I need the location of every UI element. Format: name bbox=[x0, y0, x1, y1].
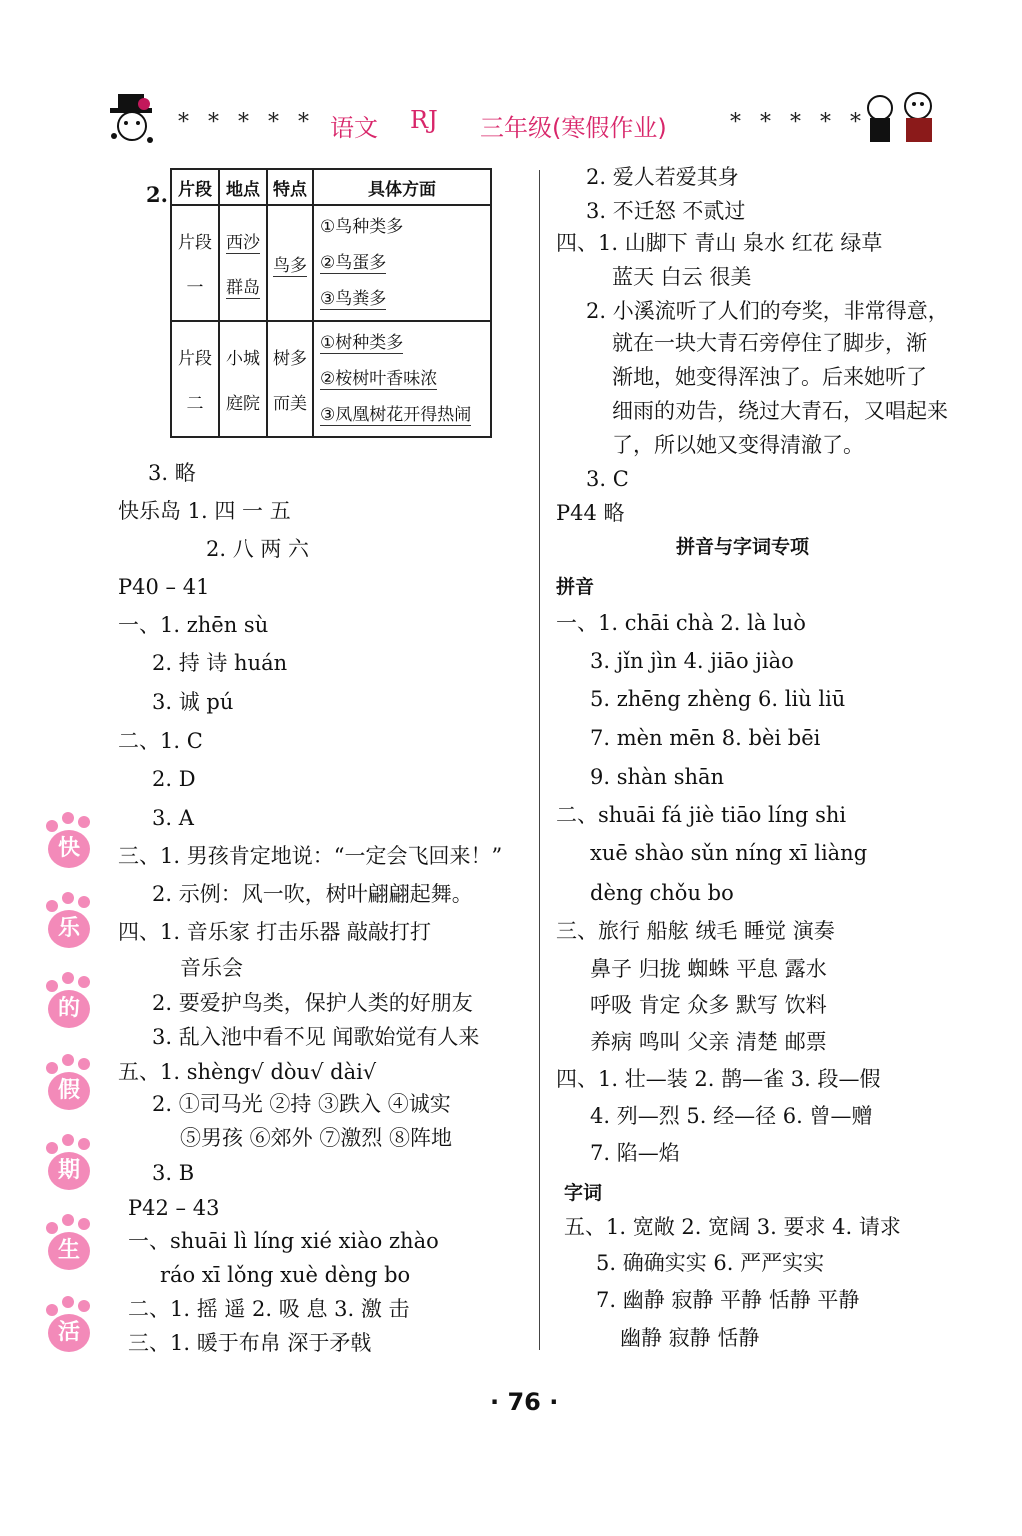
table-cell: 西沙 群岛 bbox=[219, 205, 267, 321]
answer-line: 四、1. 山脚下 青山 泉水 红花 绿草 bbox=[556, 231, 883, 255]
answer-line: 2. 小溪流听了人们的夸奖，非常得意， bbox=[586, 299, 949, 323]
answer-line: dèng chǒu bo bbox=[590, 881, 734, 905]
answer-line: 3. 不迁怒 不贰过 bbox=[586, 199, 746, 223]
answer-line: 5. 确确实实 6. 严严实实 bbox=[596, 1251, 825, 1275]
grade-label: 三年级(寒假作业) bbox=[480, 114, 667, 142]
side-tag: 假 bbox=[40, 1054, 98, 1112]
segment-table bbox=[170, 168, 492, 438]
answer-line: 2. 持 诗 huán bbox=[152, 651, 288, 675]
side-tag: 快 bbox=[40, 812, 98, 870]
edition-label: RJ bbox=[410, 106, 438, 134]
answer-line: 细雨的劝告，绕过大青石，又唱起来 bbox=[612, 399, 948, 423]
answer-line: 五、1. 宽敞 2. 宽阔 3. 要求 4. 请求 bbox=[564, 1215, 901, 1239]
section-heading: P42 – 43 bbox=[128, 1196, 220, 1220]
subsection-title: 字词 bbox=[564, 1182, 603, 1204]
answer-line: 7. 陷—焰 bbox=[590, 1141, 680, 1165]
answer-line: 5. zhēng zhèng 6. liù liū bbox=[590, 687, 846, 711]
answer-line: 2. D bbox=[152, 767, 196, 791]
column-divider bbox=[539, 170, 540, 1350]
table-cell: 树多 而美 bbox=[267, 321, 313, 437]
answer-line: 三、旅行 船舷 绒毛 睡觉 演奏 bbox=[556, 919, 835, 943]
page-number: · 76 · bbox=[490, 1388, 559, 1416]
answer-line: 呼吸 肯定 众多 默写 饮料 bbox=[590, 993, 827, 1017]
answer-line: 音乐会 bbox=[180, 956, 243, 980]
answer-line: 四、1. 音乐家 打击乐器 敲敲打打 bbox=[118, 920, 432, 944]
answer-line: 快乐岛 1. 四 一 五 bbox=[118, 499, 291, 523]
side-tag: 乐 bbox=[40, 892, 98, 950]
answer-line: 五、1. shèng√ dòu√ dài√ bbox=[118, 1060, 377, 1084]
table-cell: 鸟多 bbox=[267, 205, 313, 321]
side-tag: 活 bbox=[40, 1296, 98, 1354]
table-header: 具体方面 bbox=[313, 169, 491, 205]
answer-line: 一、1. chāi chà 2. là luò bbox=[556, 611, 806, 635]
section-heading: P40 – 41 bbox=[118, 575, 210, 599]
answer-line: 2. 爱人若爱其身 bbox=[586, 165, 739, 189]
answer-line: 一、shuāi lì líng xié xiào zhào bbox=[128, 1229, 439, 1253]
answer-line: 四、1. 壮—装 2. 鹊—雀 3. 段—假 bbox=[556, 1067, 881, 1091]
answer-line: 鼻子 归拢 蜘蛛 平息 露水 bbox=[590, 957, 827, 981]
table-number: 2. bbox=[146, 182, 168, 207]
answer-line: 3. C bbox=[586, 467, 629, 491]
answer-line: 3. 诚 pú bbox=[152, 690, 234, 714]
answer-line: 三、1. 暖于布帛 深于矛戟 bbox=[128, 1331, 372, 1355]
answer-line: 一、1. zhēn sù bbox=[118, 613, 269, 637]
page-header bbox=[0, 104, 1022, 148]
table-header: 片段 bbox=[171, 169, 219, 205]
answer-line: 3. B bbox=[152, 1161, 195, 1185]
answer-line: ráo xī lǒng xuè dèng bo bbox=[160, 1263, 411, 1287]
answer-line: 9. shàn shān bbox=[590, 765, 725, 789]
answer-line: 2. ①司马光 ②持 ③跌入 ④诚实 bbox=[152, 1092, 451, 1116]
table-cell: ①鸟种类多 ②鸟蛋多 ③鸟粪多 bbox=[313, 205, 491, 321]
table-cell: ①树种类多 ②桉树叶香味浓 ③凤凰树花开得热闹 bbox=[313, 321, 491, 437]
answer-line: 二、1. C bbox=[118, 729, 203, 753]
answer-line: 7. mèn mēn 8. bèi bēi bbox=[590, 726, 821, 750]
snowman-left-icon bbox=[100, 90, 170, 150]
stars-left: * * * * * bbox=[178, 110, 315, 135]
answer-line: xuē shào sǔn níng xī liàng bbox=[590, 841, 868, 865]
answer-line: 2. 八 两 六 bbox=[206, 537, 310, 561]
answer-line: 7. 幽静 寂静 平静 恬静 平静 bbox=[596, 1288, 860, 1312]
table-header: 特点 bbox=[267, 169, 313, 205]
answer-line: 就在一块大青石旁停住了脚步，渐 bbox=[612, 331, 927, 355]
answer-line: 二、1. 摇 遥 2. 吸 息 3. 激 击 bbox=[128, 1297, 410, 1321]
answer-line: 二、shuāi fá jiè tiāo líng shi bbox=[556, 803, 847, 827]
answer-line: 3. 乱入池中看不见 闻歌始觉有人来 bbox=[152, 1025, 480, 1049]
stars-right: * * * * * bbox=[730, 110, 867, 135]
answer-line: 3. 略 bbox=[148, 461, 196, 485]
answer-line: 2. 示例：风一吹，树叶翩翩起舞。 bbox=[152, 882, 473, 906]
answer-line: P44 略 bbox=[556, 501, 625, 525]
table-cell: 小城 庭院 bbox=[219, 321, 267, 437]
answer-line: 3. A bbox=[152, 806, 194, 830]
answer-line: 4. 列—烈 5. 经—径 6. 曾—赠 bbox=[590, 1104, 873, 1128]
answer-line: 3. jǐn jìn 4. jiāo jiào bbox=[590, 649, 794, 673]
subject-label: 语文 bbox=[330, 114, 378, 142]
side-tag: 期 bbox=[40, 1134, 98, 1192]
snowman-right-icon bbox=[850, 86, 950, 150]
answer-line: 养病 鸣叫 父亲 清楚 邮票 bbox=[590, 1030, 827, 1054]
answer-line: ⑤男孩 ⑥郊外 ⑦激烈 ⑧阵地 bbox=[180, 1126, 453, 1150]
side-tag: 生 bbox=[40, 1214, 98, 1272]
answer-line: 幽静 寂静 恬静 bbox=[620, 1326, 760, 1350]
section-title: 拼音与字词专项 bbox=[676, 536, 810, 558]
answer-line: 蓝天 白云 很美 bbox=[612, 265, 752, 289]
answer-line: 渐地，她变得浑浊了。后来她听了 bbox=[612, 365, 927, 389]
side-tag: 的 bbox=[40, 972, 98, 1030]
answer-line: 三、1. 男孩肯定地说：“一定会飞回来！” bbox=[118, 844, 503, 868]
table-cell: 片段 一 bbox=[171, 205, 219, 321]
subsection-title: 拼音 bbox=[556, 576, 595, 598]
table-cell: 片段 二 bbox=[171, 321, 219, 437]
answer-line: 2. 要爱护鸟类，保护人类的好朋友 bbox=[152, 991, 473, 1015]
table-header: 地点 bbox=[219, 169, 267, 205]
answer-line: 了，所以她又变得清澈了。 bbox=[612, 433, 864, 457]
